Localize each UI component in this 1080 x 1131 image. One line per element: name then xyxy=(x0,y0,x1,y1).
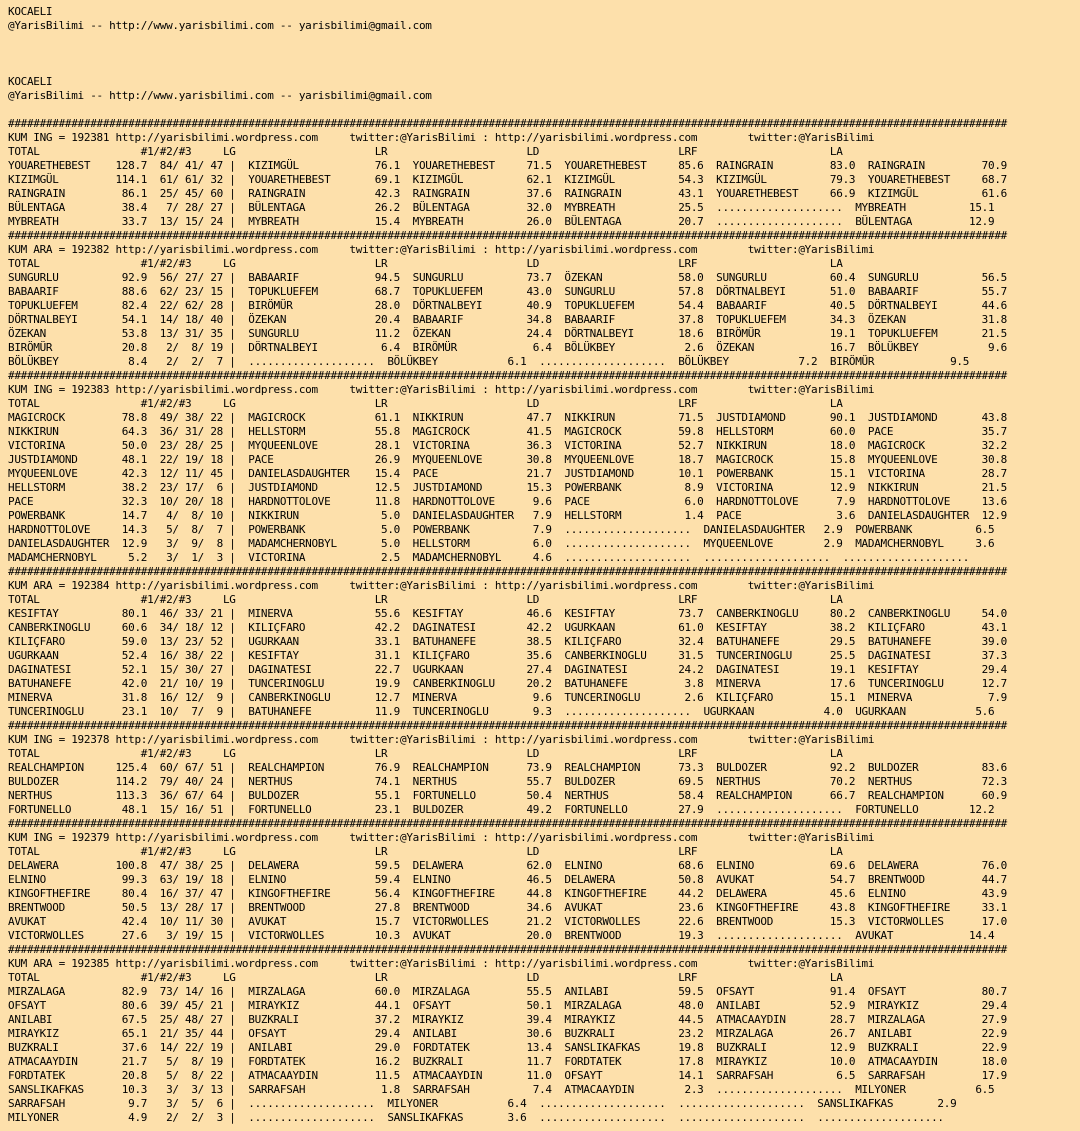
text-line: UGURKAAN 52.4 16/ 38/ 22 | KESIFTAY 31.1 KILIÇFARO 35.6 CANBERKINOGLU 31.5 TUNCERINOGLU 25.5 DAGINATESI 37.3 xyxy=(8,649,1007,662)
separator-line: ############################################################################################################################################################## xyxy=(8,229,1007,242)
text-line: DÖRTNALBEYI 54.1 14/ 18/ 40 | ÖZEKAN 20.4 BABAARIF 34.8 BABAARIF 37.8 TOPUKLUEFEM 34.3 ÖZEKAN 31.8 xyxy=(8,313,1007,326)
text-line: FORDTATEK 20.8 5/ 8/ 22 | ATMACAAYDIN 11.5 ATMACAAYDIN 11.0 OFSAYT 14.1 SARRAFSAH 6.5 SARRAFSAH 17.9 xyxy=(8,1069,1007,1082)
text-line: VICTORWOLLES 27.6 3/ 19/ 15 | VICTORWOLLES 10.3 AVUKAT 20.0 BRENTWOOD 19.3 .................... AVUKAT 14.4 xyxy=(8,929,995,942)
text-line: FORTUNELLO 48.1 15/ 16/ 51 | FORTUNELLO 23.1 BULDOZER 49.2 FORTUNELLO 27.9 .................... FORTUNELLO 12.2 xyxy=(8,803,995,816)
separator-line: ############################################################################################################################################################## xyxy=(8,943,1007,956)
text-line: MIRAYKIZ 65.1 21/ 35/ 44 | OFSAYT 29.4 ANILABI 30.6 BUZKRALI 23.2 MIRZALAGA 26.7 ANILABI 22.9 xyxy=(8,1027,1007,1040)
column-header-line: TOTAL #1/#2/#3 LG LR LD LRF LA xyxy=(8,593,843,606)
text-line: REALCHAMPION 125.4 60/ 67/ 51 | REALCHAMPION 76.9 REALCHAMPION 73.9 REALCHAMPION 73.3 BULDOZER 92.2 BULDOZER 83.6 xyxy=(8,761,1007,774)
text-line: ANILABI 67.5 25/ 48/ 27 | BUZKRALI 37.2 MIRAYKIZ 39.4 MIRAYKIZ 44.5 ATMACAAYDIN 28.7 MIRZALAGA 27.9 xyxy=(8,1013,1007,1026)
text-line: DANIELASDAUGHTER 12.9 3/ 9/ 8 | MADAMCHERNOBYL 5.0 HELLSTORM 6.0 .................... MYQUEENLOVE 2.9 MADAMCHERNOBYL 3.6 xyxy=(8,537,995,550)
column-header-line: TOTAL #1/#2/#3 LG LR LD LRF LA xyxy=(8,845,843,858)
document-title: KOCAELI xyxy=(8,5,53,18)
text-line: PACE 32.3 10/ 20/ 18 | HARDNOTTOLOVE 11.8 HARDNOTTOLOVE 9.6 PACE 6.0 HARDNOTTOLOVE 7.9 HARDNOTTOLOVE 13.6 xyxy=(8,495,1007,508)
text-line: @YarisBilimi -- http://www.yarisbilimi.com -- yarisbilimi@gmail.com xyxy=(8,19,432,32)
blank-line xyxy=(8,47,1080,61)
document-title: KOCAELI xyxy=(8,75,53,88)
text-line: BIRÖMÜR 20.8 2/ 8/ 19 | DÖRTNALBEYI 6.4 BIRÖMÜR 6.4 BÖLÜKBEY 2.6 ÖZEKAN 16.7 BÖLÜKBEY 9.6 xyxy=(8,341,1007,354)
text-line: TOPUKLUEFEM 82.4 22/ 62/ 28 | BIRÖMÜR 28.0 DÖRTNALBEYI 40.9 TOPUKLUEFEM 54.4 BABAARIF 40.5 DÖRTNALBEYI 44.6 xyxy=(8,299,1007,312)
text-line: AVUKAT 42.4 10/ 11/ 30 | AVUKAT 15.7 VICTORWOLLES 21.2 VICTORWOLLES 22.6 BRENTWOOD 15.3 VICTORWOLLES 17.0 xyxy=(8,915,1007,928)
text-line: BRENTWOOD 50.5 13/ 28/ 17 | BRENTWOOD 27.8 BRENTWOOD 34.6 AVUKAT 23.6 KINGOFTHEFIRE 43.8 KINGOFTHEFIRE 33.1 xyxy=(8,901,1007,914)
race-header-line: KUM ING = 192381 http://yarisbilimi.wordpress.com twitter:@YarisBilimi : http://yarisbilimi.wordpress.com twitter:@YarisBilimi xyxy=(8,131,875,144)
separator-line: ############################################################################################################################################################## xyxy=(8,817,1007,830)
text-line: SUNGURLU 92.9 56/ 27/ 27 | BABAARIF 94.5 SUNGURLU 73.7 ÖZEKAN 58.0 SUNGURLU 60.4 SUNGURLU 56.5 xyxy=(8,271,1007,284)
text-line: KESIFTAY 80.1 46/ 33/ 21 | MINERVA 55.6 KESIFTAY 46.6 KESIFTAY 73.7 CANBERKINOGLU 80.2 CANBERKINOGLU 54.0 xyxy=(8,607,1007,620)
separator-line: ############################################################################################################################################################## xyxy=(8,369,1007,382)
text-line: NERTHUS 113.3 36/ 67/ 64 | BULDOZER 55.1 FORTUNELLO 50.4 NERTHUS 58.4 REALCHAMPION 66.7 REALCHAMPION 60.9 xyxy=(8,789,1007,802)
text-line: VICTORINA 50.0 23/ 28/ 25 | MYQUEENLOVE 28.1 VICTORINA 36.3 VICTORINA 52.7 NIKKIRUN 18.0 MAGICROCK 32.2 xyxy=(8,439,1007,452)
column-header-line: TOTAL #1/#2/#3 LG LR LD LRF LA xyxy=(8,397,843,410)
blank-line xyxy=(8,33,1080,47)
separator-line: ############################################################################################################################################################## xyxy=(8,117,1007,130)
text-line: OFSAYT 80.6 39/ 45/ 21 | MIRAYKIZ 44.1 OFSAYT 50.1 MIRZALAGA 48.0 ANILABI 52.9 MIRAYKIZ 29.4 xyxy=(8,999,1007,1012)
separator-line: ############################################################################################################################################################## xyxy=(8,565,1007,578)
text-line: SANSLIKAFKAS 10.3 3/ 3/ 13 | SARRAFSAH 1.8 SARRAFSAH 7.4 ATMACAAYDIN 2.3 .................... MILYONER 6.5 xyxy=(8,1083,995,1096)
text-line: MADAMCHERNOBYL 5.2 3/ 1/ 3 | VICTORINA 2.5 MADAMCHERNOBYL 4.6 .................... .................... .................... xyxy=(8,551,970,564)
text-line: MYBREATH 33.7 13/ 15/ 24 | MYBREATH 15.4 MYBREATH 26.0 BÜLENTAGA 20.7 .................... BÜLENTAGA 12.9 xyxy=(8,215,995,228)
column-header-line: TOTAL #1/#2/#3 LG LR LD LRF LA xyxy=(8,145,843,158)
text-line: BULDOZER 114.2 79/ 40/ 24 | NERTHUS 74.1 NERTHUS 55.7 BULDOZER 69.5 NERTHUS 70.2 NERTHUS 72.3 xyxy=(8,775,1007,788)
text-line: MINERVA 31.8 16/ 12/ 9 | CANBERKINOGLU 12.7 MINERVA 9.6 TUNCERINOGLU 2.6 KILIÇFARO 15.1 MINERVA 7.9 xyxy=(8,691,1007,704)
race-header-line: KUM ARA = 192382 http://yarisbilimi.wordpress.com twitter:@YarisBilimi : http://yarisbilimi.wordpress.com twitter:@YarisBilimi xyxy=(8,243,875,256)
text-line: MYQUEENLOVE 42.3 12/ 11/ 45 | DANIELASDAUGHTER 15.4 PACE 21.7 JUSTDIAMOND 10.1 POWERBANK 15.1 VICTORINA 28.7 xyxy=(8,467,1007,480)
text-line: HELLSTORM 38.2 23/ 17/ 6 | JUSTDIAMOND 12.5 JUSTDIAMOND 15.3 POWERBANK 8.9 VICTORINA 12.9 NIKKIRUN 21.5 xyxy=(8,481,1007,494)
text-line: BUZKRALI 37.6 14/ 22/ 19 | ANILABI 29.0 FORDTATEK 13.4 SANSLIKAFKAS 19.8 BUZKRALI 12.9 BUZKRALI 22.9 xyxy=(8,1041,1007,1054)
separator-line: ############################################################################################################################################################## xyxy=(8,719,1007,732)
column-header-line: TOTAL #1/#2/#3 LG LR LD LRF LA xyxy=(8,747,843,760)
text-line: DELAWERA 100.8 47/ 38/ 25 | DELAWERA 59.5 DELAWERA 62.0 ELNINO 68.6 ELNINO 69.6 DELAWERA 76.0 xyxy=(8,859,1007,872)
text-line: CANBERKINOGLU 60.6 34/ 18/ 12 | KILIÇFARO 42.2 DAGINATESI 42.2 UGURKAAN 61.0 KESIFTAY 38.2 KILIÇFARO 43.1 xyxy=(8,621,1007,634)
text-line: SARRAFSAH 9.7 3/ 5/ 6 | .................... MILYONER 6.4 .................... .................... SANSLIKAFKAS 2.9 xyxy=(8,1097,957,1110)
text-line: TUNCERINOGLU 23.1 10/ 7/ 9 | BATUHANEFE 11.9 TUNCERINOGLU 9.3 .................... UGURKAAN 4.0 UGURKAAN 5.6 xyxy=(8,705,995,718)
text-line: ÖZEKAN 53.8 13/ 31/ 35 | SUNGURLU 11.2 ÖZEKAN 24.4 DÖRTNALBEYI 18.6 BIRÖMÜR 19.1 TOPUKLUEFEM 21.5 xyxy=(8,327,1007,340)
text-line: HARDNOTTOLOVE 14.3 5/ 8/ 7 | POWERBANK 5.0 POWERBANK 7.9 .................... DANIELASDAUGHTER 2.9 POWERBANK 6.5 xyxy=(8,523,995,536)
text-line: KINGOFTHEFIRE 80.4 16/ 37/ 47 | KINGOFTHEFIRE 56.4 KINGOFTHEFIRE 44.8 KINGOFTHEFIRE 44.2 DELAWERA 45.6 ELNINO 43.9 xyxy=(8,887,1007,900)
text-line: BABAARIF 88.6 62/ 23/ 15 | TOPUKLUEFEM 68.7 TOPUKLUEFEM 43.0 SUNGURLU 57.8 DÖRTNALBEYI 51.0 BABAARIF 55.7 xyxy=(8,285,1007,298)
text-line: NIKKIRUN 64.3 36/ 31/ 28 | HELLSTORM 55.8 MAGICROCK 41.5 MAGICROCK 59.8 HELLSTORM 60.0 PACE 35.7 xyxy=(8,425,1007,438)
column-header-line: TOTAL #1/#2/#3 LG LR LD LRF LA xyxy=(8,971,843,984)
text-line: POWERBANK 14.7 4/ 8/ 10 | NIKKIRUN 5.0 DANIELASDAUGHTER 7.9 HELLSTORM 1.4 PACE 3.6 DANIELASDAUGHTER 12.9 xyxy=(8,509,1007,522)
text-line: BÜLENTAGA 38.4 7/ 28/ 27 | BÜLENTAGA 26.2 BÜLENTAGA 32.0 MYBREATH 25.5 .................... MYBREATH 15.1 xyxy=(8,201,995,214)
text-line: BÖLÜKBEY 8.4 2/ 2/ 7 | .................... BÖLÜKBEY 6.1 .................... BÖLÜKBEY 7.2 BIRÖMÜR 9.5 xyxy=(8,355,970,368)
column-header-line: TOTAL #1/#2/#3 LG LR LD LRF LA xyxy=(8,257,843,270)
text-line: MIRZALAGA 82.9 73/ 14/ 16 | MIRZALAGA 60.0 MIRZALAGA 55.5 ANILABI 59.5 OFSAYT 91.4 OFSAYT 80.7 xyxy=(8,985,1007,998)
text-line: YOUARETHEBEST 128.7 84/ 41/ 47 | KIZIMGÜL 76.1 YOUARETHEBEST 71.5 YOUARETHEBEST 85.6 RAINGRAIN 83.0 RAINGRAIN 70.9 xyxy=(8,159,1007,172)
text-line: MILYONER 4.9 2/ 2/ 3 | .................... SANSLIKAFKAS 3.6 .................... .................... .................... xyxy=(8,1111,944,1124)
text-line: JUSTDIAMOND 48.1 22/ 19/ 18 | PACE 26.9 MYQUEENLOVE 30.8 MYQUEENLOVE 18.7 MAGICROCK 15.8 MYQUEENLOVE 30.8 xyxy=(8,453,1007,466)
blank-line xyxy=(8,61,1080,75)
text-line: ELNINO 99.3 63/ 19/ 18 | ELNINO 59.4 ELNINO 46.5 DELAWERA 50.8 AVUKAT 54.7 BRENTWOOD 44.7 xyxy=(8,873,1007,886)
text-line: RAINGRAIN 86.1 25/ 45/ 60 | RAINGRAIN 42.3 RAINGRAIN 37.6 RAINGRAIN 43.1 YOUARETHEBEST 66.9 KIZIMGÜL 61.6 xyxy=(8,187,1007,200)
text-line: ATMACAAYDIN 21.7 5/ 8/ 19 | FORDTATEK 16.2 BUZKRALI 11.7 FORDTATEK 17.8 MIRAYKIZ 10.0 ATMACAAYDIN 18.0 xyxy=(8,1055,1007,1068)
text-line: MAGICROCK 78.8 49/ 38/ 22 | MAGICROCK 61.1 NIKKIRUN 47.7 NIKKIRUN 71.5 JUSTDIAMOND 90.1 JUSTDIAMOND 43.8 xyxy=(8,411,1007,424)
text-line: KILIÇFARO 59.0 13/ 23/ 52 | UGURKAAN 33.1 BATUHANEFE 38.5 KILIÇFARO 32.4 BATUHANEFE 29.5 BATUHANEFE 39.0 xyxy=(8,635,1007,648)
blank-line xyxy=(8,103,1080,117)
text-line: KIZIMGÜL 114.1 61/ 61/ 32 | YOUARETHEBEST 69.1 KIZIMGÜL 62.1 KIZIMGÜL 54.3 KIZIMGÜL 79.3 YOUARETHEBEST 68.7 xyxy=(8,173,1007,186)
race-header-line: KUM ARA = 192384 http://yarisbilimi.wordpress.com twitter:@YarisBilimi : http://yarisbilimi.wordpress.com twitter:@YarisBilimi xyxy=(8,579,875,592)
text-line: BATUHANEFE 42.0 21/ 10/ 19 | TUNCERINOGLU 19.9 CANBERKINOGLU 20.2 BATUHANEFE 3.8 MINERVA 17.6 TUNCERINOGLU 12.7 xyxy=(8,677,1007,690)
race-header-line: KUM ING = 192379 http://yarisbilimi.wordpress.com twitter:@YarisBilimi : http://yarisbilimi.wordpress.com twitter:@YarisBilimi xyxy=(8,831,875,844)
text-line: DAGINATESI 52.1 15/ 30/ 27 | DAGINATESI 22.7 UGURKAAN 27.4 DAGINATESI 24.2 DAGINATESI 19.1 KESIFTAY 29.4 xyxy=(8,663,1007,676)
race-header-line: KUM ARA = 192385 http://yarisbilimi.wordpress.com twitter:@YarisBilimi : http://yarisbilimi.wordpress.com twitter:@YarisBilimi xyxy=(8,957,875,970)
race-header-line: KUM ING = 192383 http://yarisbilimi.wordpress.com twitter:@YarisBilimi : http://yarisbilimi.wordpress.com twitter:@YarisBilimi xyxy=(8,383,875,396)
text-line: @YarisBilimi -- http://www.yarisbilimi.com -- yarisbilimi@gmail.com xyxy=(8,89,432,102)
race-header-line: KUM ING = 192378 http://yarisbilimi.wordpress.com twitter:@YarisBilimi : http://yarisbilimi.wordpress.com twitter:@YarisBilimi xyxy=(8,733,875,746)
